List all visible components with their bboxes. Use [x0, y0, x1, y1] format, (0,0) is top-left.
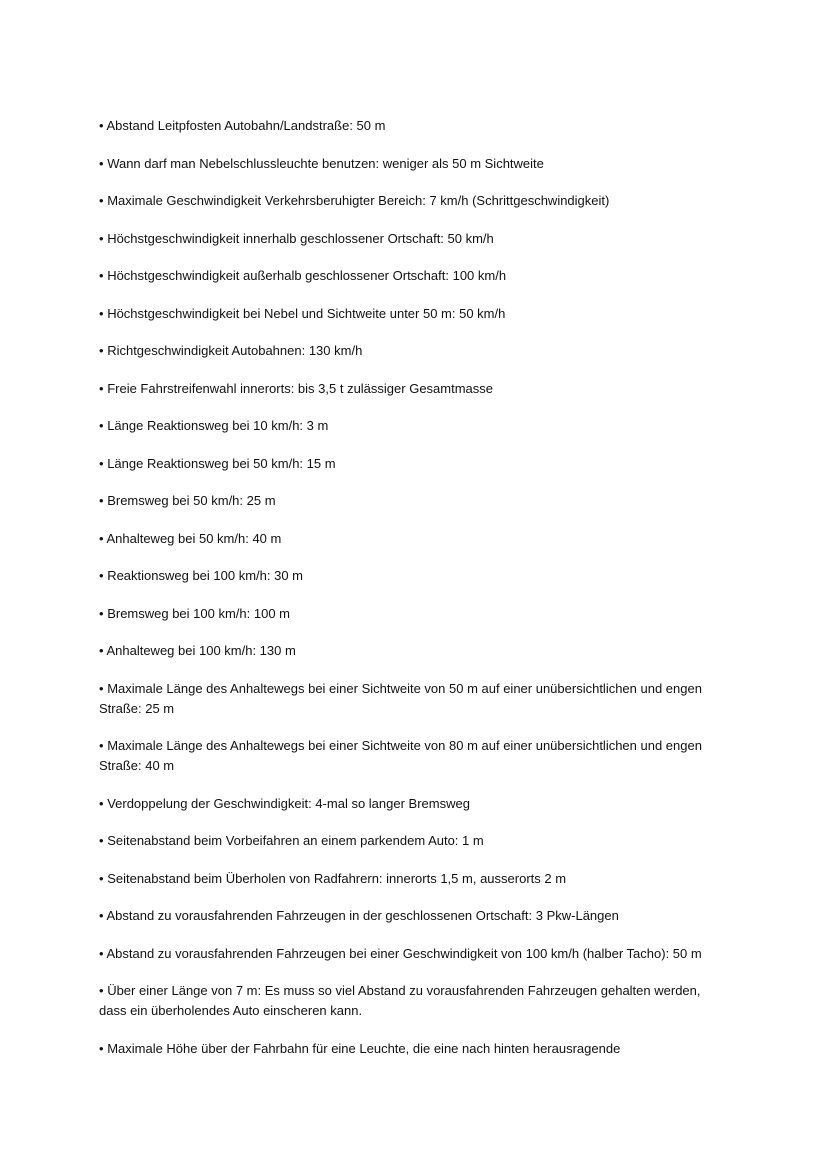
item-text: Wann darf man Nebelschlussleuchte benutzen: weniger als 50 m Sichtweite [107, 155, 544, 171]
fact-list [99, 116, 729, 1076]
item-text: Höchstgeschwindigkeit innerhalb geschlossener Ortschaft: 50 km/h [107, 230, 494, 246]
list-item [99, 191, 729, 211]
list-item [99, 416, 729, 436]
bullet-mark: • [99, 680, 104, 696]
item-text: Maximale Höhe über der Fahrbahn für eine Leuchte, die eine nach hinten herausragende [107, 1040, 621, 1056]
list-item [99, 641, 729, 661]
item-text: Höchstgeschwindigkeit außerhalb geschlossener Ortschaft: 100 km/h [107, 268, 507, 283]
list-item [99, 794, 729, 814]
bullet-mark: • [99, 945, 104, 961]
list-item [99, 906, 729, 926]
bullet-mark: • [99, 230, 104, 246]
list-item [99, 566, 729, 586]
list-item [99, 869, 729, 889]
list-item [99, 491, 729, 511]
bullet-mark: • [99, 605, 104, 621]
bullet-mark: • [99, 155, 104, 171]
bullet-mark: • [99, 268, 104, 283]
item-text: Abstand Leitpfosten Autobahn/Landstraße: 50 m [106, 118, 386, 133]
bullet-mark: • [99, 343, 104, 358]
bullet-mark: • [99, 193, 104, 208]
item-text: Maximale Länge des Anhaltewegs bei einer Sichtweite von 50 m auf einer unübersichtlichen und engen Straße: 25 m [99, 680, 702, 716]
list-item [99, 154, 729, 174]
item-text: Reaktionsweg bei 100 km/h: 30 m [107, 568, 304, 583]
list-item [99, 604, 729, 624]
list-item [99, 981, 729, 1021]
list-item [99, 736, 729, 776]
bullet-mark: • [99, 380, 104, 396]
item-text: Bremsweg bei 100 km/h: 100 m [107, 605, 290, 621]
list-item [99, 679, 729, 719]
bullet-mark: • [99, 568, 104, 583]
item-text: Maximale Länge des Anhaltewegs bei einer Sichtweite von 80 m auf einer unübersichtlichen und engen Straße: 40 m [99, 738, 702, 773]
list-item [99, 229, 729, 249]
list-item [99, 831, 729, 851]
list-item [99, 379, 729, 399]
bullet-mark: • [99, 118, 104, 133]
list-item [99, 341, 729, 361]
list-item [99, 116, 729, 136]
bullet-mark: • [99, 530, 104, 546]
bullet-mark: • [99, 908, 104, 923]
bullet-mark: • [99, 643, 104, 658]
item-text: Seitenabstand beim Vorbeifahren an einem parkendem Auto: 1 m [107, 833, 484, 848]
item-text: Bremsweg bei 50 km/h: 25 m [107, 493, 276, 508]
item-text: Abstand zu vorausfahrenden Fahrzeugen bei einer Geschwindigkeit von 100 km/h (halber Tacho): 50 m [106, 945, 702, 961]
item-text: Höchstgeschwindigkeit bei Nebel und Sichtweite unter 50 m: 50 km/h [107, 305, 506, 321]
item-text: Seitenabstand beim Überholen von Radfahrern: innerorts 1,5 m, ausserorts 2 m [107, 870, 567, 886]
item-text: Richtgeschwindigkeit Autobahnen: 130 km/h [107, 343, 363, 358]
item-text: Anhalteweg bei 100 km/h: 130 m [106, 643, 296, 658]
item-text: Länge Reaktionsweg bei 10 km/h: 3 m [107, 418, 329, 433]
list-item [99, 529, 729, 549]
item-text: Abstand zu vorausfahrenden Fahrzeugen in der geschlossenen Ortschaft: 3 Pkw-Längen [106, 908, 619, 923]
bullet-mark: • [99, 455, 104, 471]
bullet-mark: • [99, 833, 104, 848]
list-item [99, 454, 729, 474]
item-text: Anhalteweg bei 50 km/h: 40 m [106, 530, 282, 546]
item-text: Verdoppelung der Geschwindigkeit: 4-mal so langer Bremsweg [107, 795, 470, 811]
item-text: Freie Fahrstreifenwahl innerorts: bis 3,5 t zulässiger Gesamtmasse [107, 380, 494, 396]
bullet-mark: • [99, 795, 104, 811]
list-item [99, 1039, 729, 1059]
item-text: Maximale Geschwindigkeit Verkehrsberuhigter Bereich: 7 km/h (Schrittgeschwindigkeit) [107, 193, 610, 208]
bullet-mark: • [99, 418, 104, 433]
bullet-mark: • [99, 1040, 104, 1056]
item-text: Über einer Länge von 7 m: Es muss so viel Abstand zu vorausfahrenden Fahrzeugen gehalten werden, dass ein überholendes Auto einscheren kann. [99, 983, 701, 1018]
bullet-mark: • [99, 493, 104, 508]
bullet-mark: • [99, 870, 104, 886]
item-text: Länge Reaktionsweg bei 50 km/h: 15 m [107, 455, 336, 471]
bullet-mark: • [99, 738, 104, 753]
bullet-mark: • [99, 983, 104, 998]
list-item [99, 944, 729, 964]
list-item [99, 304, 729, 324]
list-item [99, 266, 729, 286]
bullet-mark: • [99, 305, 104, 321]
